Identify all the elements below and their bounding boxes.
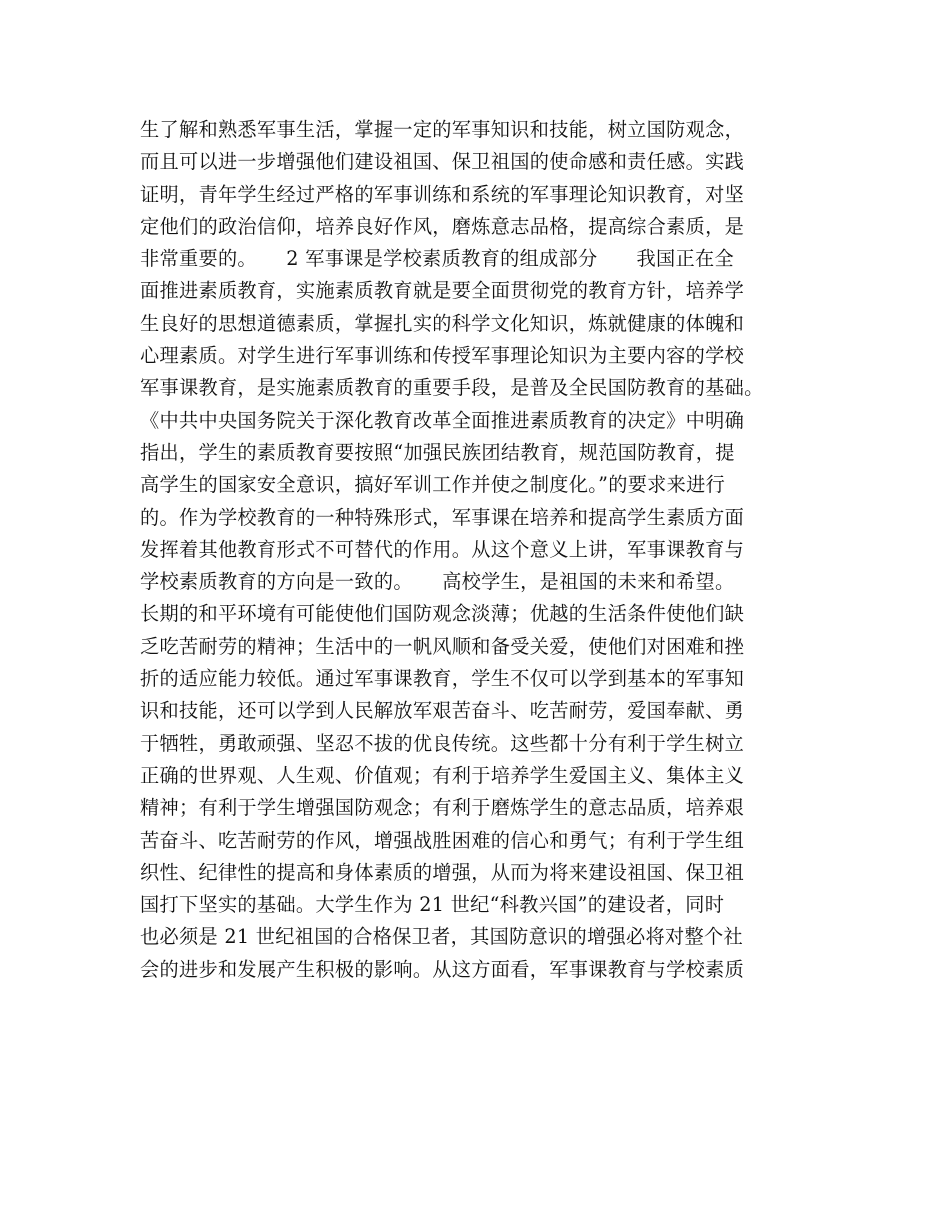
text-line: 学校素质教育的方向是一致的。 高校学生，是祖国的未来和希望。	[140, 570, 735, 594]
text-line: 定他们的政治信仰，培养良好作风，磨炼意志品格，提高综合素质，是	[140, 214, 745, 238]
text-line: 国打下坚实的基础。大学生作为 21 世纪“科教兴国”的建设者，同时	[140, 893, 725, 917]
text-line: 面推进素质教育，实施素质教育就是要全面贯彻党的教育方针，培养学	[140, 279, 745, 303]
text-line: 生良好的思想道德素质，掌握扎实的科学文化知识，炼就健康的体魄和	[140, 311, 745, 335]
text-line: 高学生的国家安全意识，搞好军训工作并使之制度化。”的要求来进行	[140, 473, 726, 497]
text-line: 也必须是 21 世纪祖国的合格保卫者，其国防意识的增强必将对整个社	[140, 925, 743, 949]
text-line: 生了解和熟悉军事生活，掌握一定的军事知识和技能，树立国防观念，	[140, 118, 745, 141]
text-line: 正确的世界观、人生观、价值观；有利于培养学生爱国主义、集体主义	[140, 763, 745, 787]
text-line: 非常重要的。 2 军事课是学校素质教育的组成部分 我国正在全	[140, 247, 734, 271]
text-line: 军事课教育，是实施素质教育的重要手段，是普及全民国防教育的基础。	[140, 376, 764, 400]
text-line: 的。作为学校教育的一种特殊形式，军事课在培养和提高学生素质方面	[140, 505, 745, 529]
text-line: 苦奋斗、吃苦耐劳的作风，增强战胜困难的信心和勇气；有利于学生组	[140, 828, 745, 852]
text-line: 发挥着其他教育形式不可替代的作用。从这个意义上讲，军事课教育与	[140, 537, 745, 561]
text-line: 折的适应能力较低。通过军事课教育，学生不仅可以学到基本的军事知	[140, 667, 745, 691]
text-line: 精神；有利于学生增强国防观念；有利于磨炼学生的意志品质，培养艰	[140, 796, 745, 820]
text-line: 心理素质。对学生进行军事训练和传授军事理论知识为主要内容的学校	[140, 344, 745, 368]
body-text	[140, 114, 830, 986]
text-line: 而且可以进一步增强他们建设祖国、保卫祖国的使命感和责任感。实践	[140, 150, 745, 174]
text-line: 长期的和平环境有可能使他们国防观念淡薄；优越的生活条件使他们缺	[140, 602, 745, 626]
text-line: 指出，学生的素质教育要按照“加强民族团结教育，规范国防教育，提	[140, 440, 735, 464]
text-line: 于牺牲，勇敢顽强、坚忍不拔的优良传统。这些都十分有利于学生树立	[140, 731, 745, 755]
text-line: 识和技能，还可以学到人民解放军艰苦奋斗、吃苦耐劳，爱国奉献、勇	[140, 699, 745, 723]
text-line: 证明，青年学生经过严格的军事训练和系统的军事理论知识教育，对坚	[140, 182, 745, 206]
text-line: 会的进步和发展产生积极的影响。从这方面看，军事课教育与学校素质	[140, 957, 745, 981]
text-line: 织性、纪律性的提高和身体素质的增强，从而为将来建设祖国、保卫祖	[140, 860, 745, 884]
text-line: 《中共中央国务院关于深化教育改革全面推进素质教育的决定》中明确	[140, 408, 745, 432]
text-line: 乏吃苦耐劳的精神；生活中的一帆风顺和备受关爱，使他们对困难和挫	[140, 634, 745, 658]
